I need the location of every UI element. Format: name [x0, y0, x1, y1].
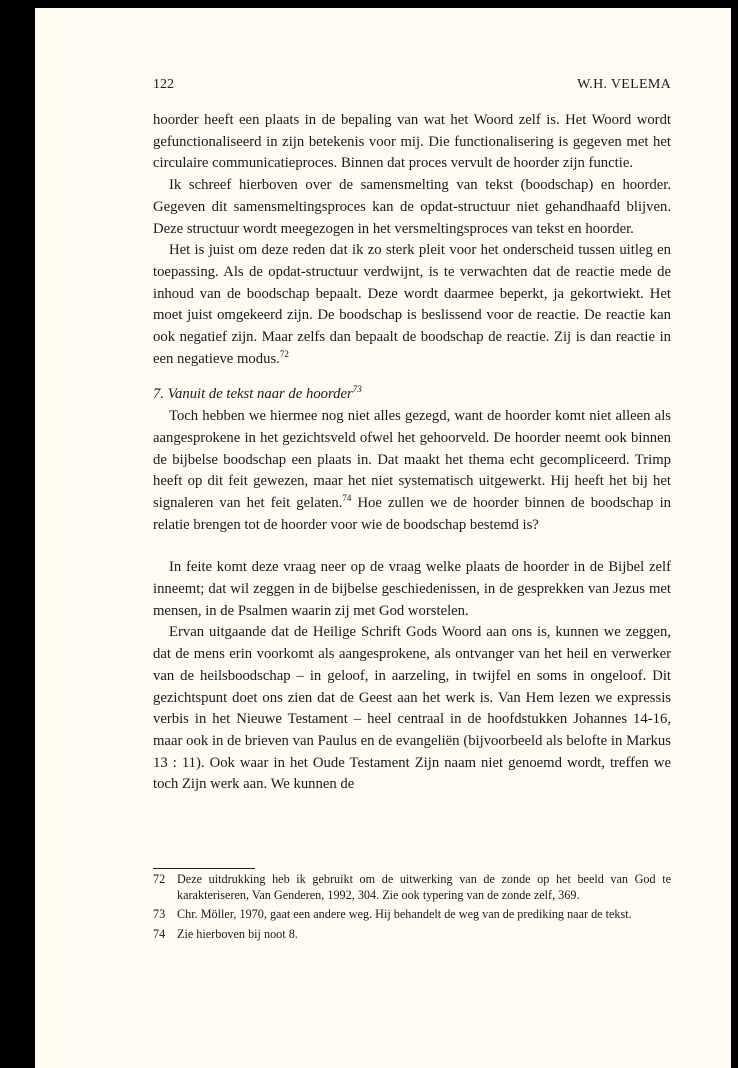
footnote-72	[153, 872, 671, 903]
footnote-text: Chr. Möller, 1970, gaat een andere weg. Hij behandelt de weg van de prediking naar de tekst.	[177, 907, 632, 922]
footnote-number: 74	[153, 926, 166, 941]
footnote-number: 72	[153, 872, 166, 886]
main-text	[153, 110, 671, 796]
footnote-73	[153, 907, 671, 923]
footnote-ref-72: 72	[279, 348, 289, 359]
paragraph-4	[153, 406, 671, 536]
footnote-text: Zie hierboven bij noot 8.	[177, 926, 298, 941]
book-page	[35, 8, 731, 1068]
paragraph-6: Ervan uitgaande dat de Heilige Schrift Gods Woord aan ons is, kunnen we zeggen, dat de mens erin voorkomt als aangesprokene, als ontvanger van het heil en verwerker van de heilsboodschap – in geloof, in aarzeling, in twijfel en soms in ongeloof. Dit gezichtspunt doet ons zien dat de Geest aan het werk is. Van Hem lezen we expressis verbis in het Nieuwe Testament – heel centraal in de hoofdstukken Johannes 14-16, maar ook in de brieven van Paulus en de evangeliën (bijvoorbeeld als belofte in Markus 13 : 11). Ook waar in het Oude Testament Zijn naam niet genoemd wordt, treffen we toch Zijn werk aan. We kunnen de	[153, 624, 671, 793]
footnotes	[153, 872, 671, 946]
footnote-74	[153, 927, 671, 943]
footnote-separator	[153, 868, 255, 869]
paragraph-4-text-b: Hoe zullen we de hoorder binnen de boodschap in relatie brengen tot de hoorder voor wie de boodschap bestemd is?	[153, 494, 671, 533]
paragraph-3-text: Het is juist om deze reden dat ik zo sterk pleit voor het onderscheid tussen uitleg en toepassing. Als de opdat-structuur verdwijnt, is te verwachten dat de reactie mede de inhoud van de boodschap bepaalt. Deze wordt daarmee beperkt, ja gekortwiekt. Het moet juist omgekeerd zijn. De boodschap is beslissend voor de reactie. De reactie kan ook negatief zijn. Maar zelfs dan bepaalt de boodschap de reactie. Zij is dan reactie in een negatieve modus.	[153, 242, 671, 367]
section-heading	[153, 384, 671, 406]
footnote-text: Deze uitdrukking heb ik gebruikt om de uitwerking van de zonde op het beeld van God te karakteriseren, Van Genderen, 1992, 304. Zie ook typering van de zonde zelf, 369.	[177, 872, 671, 902]
section-heading-text: 7. Vanuit de tekst naar de hoorder	[153, 386, 353, 403]
footnote-number: 73	[153, 907, 166, 922]
footnote-ref-73: 73	[352, 384, 362, 395]
paragraph-5: In feite komt deze vraag neer op de vraag welke plaats de hoorder in de Bijbel zelf inneemt; dat wil zeggen in de bijbelse geschiedenissen, in de gesprekken van Jezus met mensen, in de Psalmen waarin zij met God worstelen.	[153, 559, 671, 619]
paragraph-2: Ik schreef hierboven over de samensmelting van tekst (boodschap) en hoorder. Gegeven dit samensmeltingsproces kan de opdat-structuur niet gehandhaafd blijven. Deze structuur wordt meegezogen in het versmeltingsproces van tekst en hoorder.	[153, 177, 671, 237]
page-number: 122	[153, 77, 174, 92]
running-head-author: W.H. VELEMA	[577, 77, 671, 92]
footnote-ref-74: 74	[342, 492, 352, 503]
paragraph-1: hoorder heeft een plaats in de bepaling van wat het Woord zelf is. Het Woord wordt gefunctionaliseerd in zijn betekenis voor mij. Die functionalisering is gegeven met het circulaire communicatieproces. Binnen dat proces vervult de hoorder zijn functie.	[153, 112, 671, 172]
paragraph-3	[153, 240, 671, 370]
paragraph-4-text-a: Toch hebben we hiermee nog niet alles gezegd, want de hoorder komt niet alleen als aangesprokene in het gezichtsveld ofwel het gehoorveld. De hoorder neemt ook binnen de bijbelse boodschap een plaats in. Dat maakt het thema echt gecompliceerd. Trimp heeft op dit feit gewezen, maar het niet systematisch uitgewerkt. Hij heeft het bij het signaleren van het feit gelaten.	[153, 408, 671, 511]
